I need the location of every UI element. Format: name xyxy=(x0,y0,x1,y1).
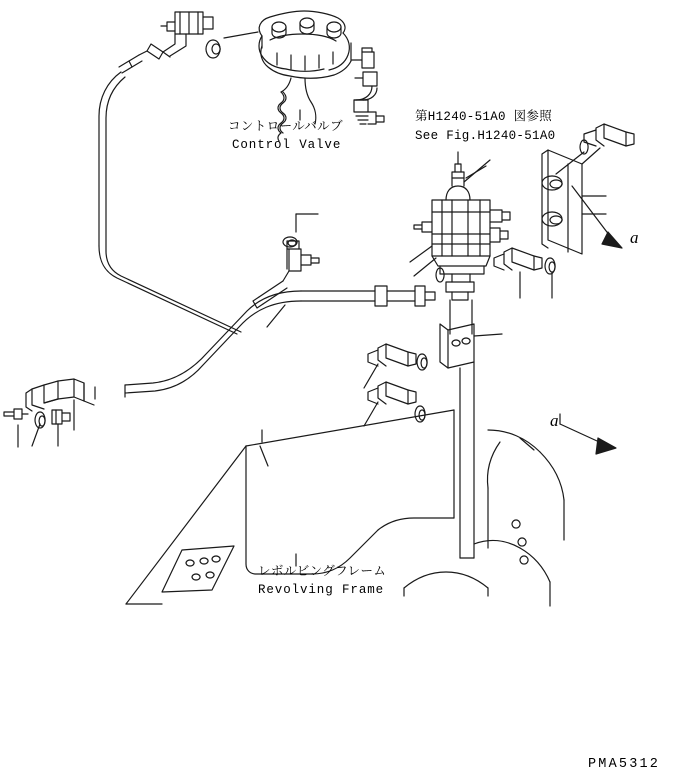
label-revolving-frame-jp: レボルビングフレーム xyxy=(258,565,387,579)
sheet-part-number: PMA5312 xyxy=(588,757,661,772)
right-valve-block xyxy=(410,124,634,334)
lower-tube-routing xyxy=(4,291,301,447)
callout-a-lower: a xyxy=(550,411,559,430)
upper-left-hose-fitting xyxy=(99,12,258,334)
label-control-valve-en: Control Valve xyxy=(232,138,342,152)
callout-arrows xyxy=(560,186,622,454)
label-leaders xyxy=(296,110,300,566)
label-revolving-frame-en: Revolving Frame xyxy=(258,583,385,597)
reference-note-jp: 第H1240-51A0 図参照 xyxy=(415,110,553,124)
callout-a-upper: a xyxy=(630,228,639,247)
label-control-valve-jp: コントロールバルブ xyxy=(228,120,343,134)
reference-note-en: See Fig.H1240-51A0 xyxy=(415,129,556,143)
mid-left-elbow-assembly xyxy=(253,214,435,327)
center-bracket-bolts xyxy=(364,324,528,564)
